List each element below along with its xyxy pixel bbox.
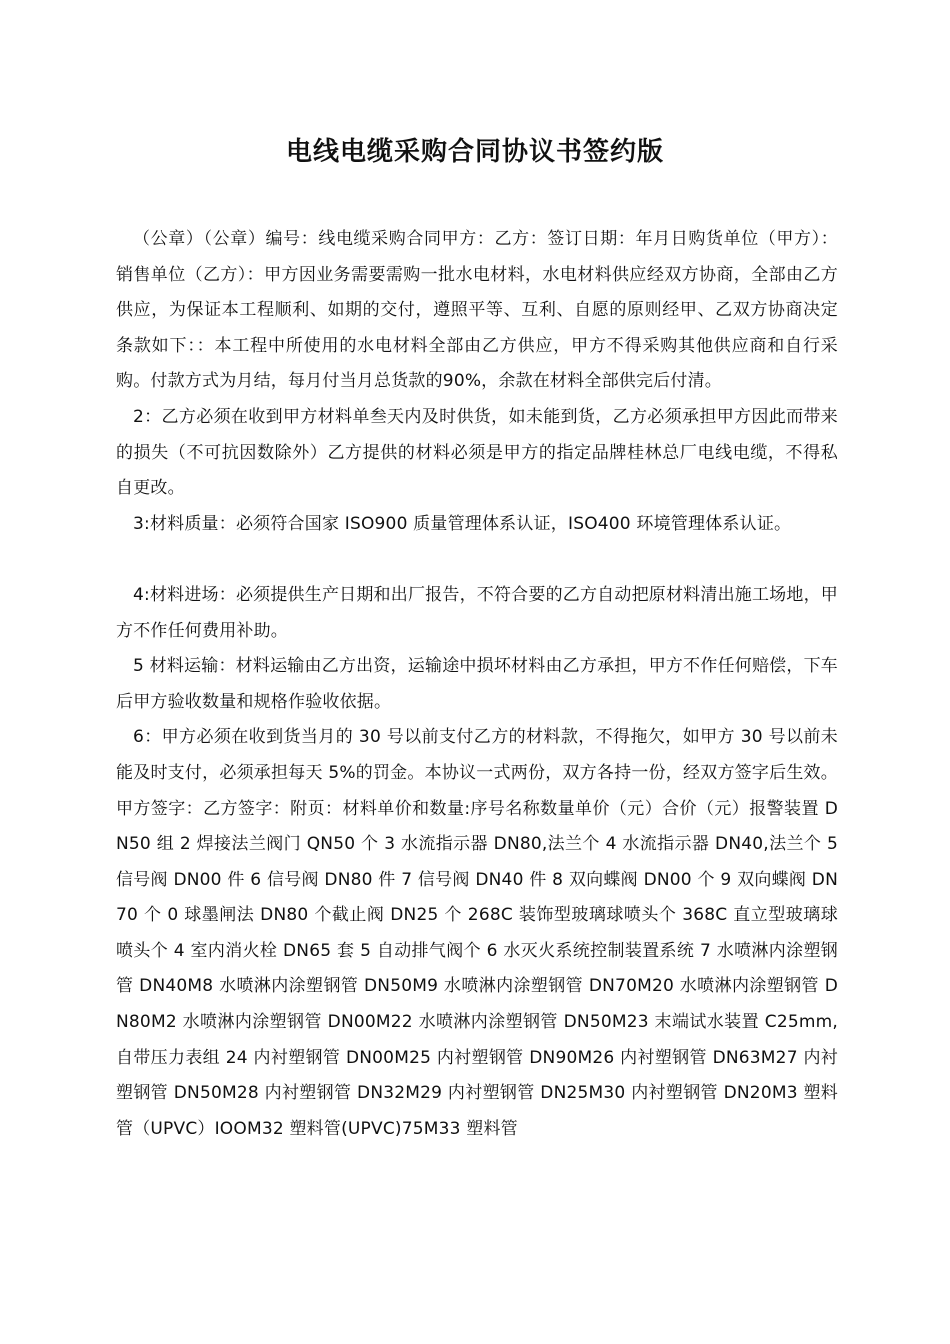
paragraph-clause-6: 6：甲方必须在收到货当月的 30 号以前支付乙方的材料款，不得拖欠，如甲方 30 号以前未能及时支付，必须承担每天 5%的罚金。本协议一式两份，双方各持一份，经双方签字后生效。甲方签字：乙方签字：附页：材料单价和数量:序号名称数量单价（元）合价（元）报警装置 DN50 组 2 焊接法兰阀门 QN50 个 3 水流指示器 DN80,法兰个 4 水流指示器 DN40,法兰个 5 信号阀 DN00 件 6 信号阀 DN80 件 7 信号阀 DN40 件 8 双向蝶阀 DN00 个 9 双向蝶阀 DN70 个 0 球墨闸法 DN80 个截止阀 DN25 个 268C 装饰型玻璃球喷头个 368C 直立型玻璃球喷头个 4 室内消火栓 DN65 套 5 自动排气阀个 6 水灭火系统控制装置系统 7 水喷淋内涂塑钢管 DN40M8 水喷淋内涂塑钢管 DN50M9 水喷淋内涂塑钢管 DN70M20 水喷淋内涂塑钢管 DN80M2 水喷淋内涂塑钢管 DN00M22 水喷淋内涂塑钢管 DN50M23 末端试水装置 C25mm,自带压力表组 24 内衬塑钢管 DN00M25 内衬塑钢管 DN90M26 内衬塑钢管 DN63M27 内衬塑钢管 DN50M28 内衬塑钢管 DN32M29 内衬塑钢管 DN25M30 内衬塑钢管 DN20M3 塑料管（UPVC）IOOM32 塑料管(UPVC)75M33 塑料管 — [116, 727, 838, 1139]
paragraph-clause-3: 3:材料质量：必须符合国家 ISO900 质量管理体系认证，ISO400 环境管理体系认证。 — [133, 513, 792, 534]
paragraph-clause-2: 2：乙方必须在收到甲方材料单叁天内及时供货，如未能到货，乙方必须承担甲方因此而带来的损失（不可抗因数除外）乙方提供的材料必须是甲方的指定品牌桂林总厂电线电缆，不得私自更改。 — [116, 406, 838, 499]
paragraph-intro: （公章）（公章）编号：线电缆采购合同甲方：乙方：签订日期：年月日购货单位（甲方）：销售单位（乙方）：甲方因业务需要需购一批水电材料，水电材料供应经双方协商，全部由乙方供应，为保证本工程顺利、如期的交付，遵照平等、互利、自愿的原则经甲、乙双方协商决定条款如下：：本工程中所使用的水电材料全部由乙方供应，甲方不得采购其他供应商和自行采购。付款方式为月结，每月付当月总货款的90%，余款在材料全部供完后付清。 — [116, 229, 838, 392]
document-body — [116, 222, 838, 1147]
paragraph-clause-4: 4:材料进场：必须提供生产日期和出厂报告，不符合要的乙方自动把原材料清出施工场地，甲方不作任何费用补助。 — [116, 584, 838, 641]
document-title: 电线电缆采购合同协议书签约版 — [285, 137, 664, 167]
paragraph-clause-5: 5 材料运输：材料运输由乙方出资，运输途中损坏材料由乙方承担，甲方不作任何赔偿，下车后甲方验收数量和规格作验收依据。 — [116, 656, 838, 712]
